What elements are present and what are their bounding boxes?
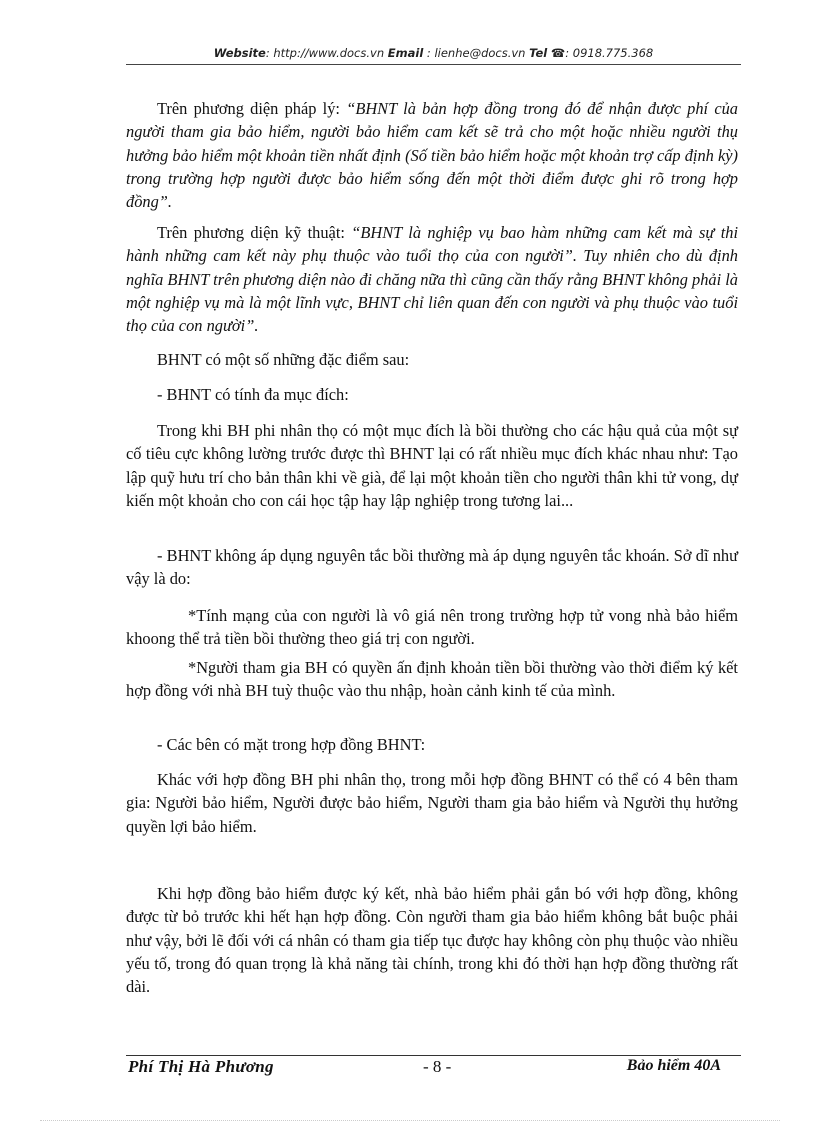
contract-commitment-text: Khi hợp đồng bảo hiểm được ký kết, nhà bảo hiểm phải gắn bó với hợp đồng, không được từ bỏ trước khi hết hạn hợp đồng. Còn người tham gia bảo hiểm không bắt buộc phải như vậy, bởi lẽ đối với cá nhân có tham gia tiếp tục được hay không còn phụ thuộc vào nhiều yếu tố, trong đó quan trọng là khả năng tài chính, trong khi đó thời hạn hợp đồng thường rất dài. xyxy=(126,884,738,997)
website-label: Website xyxy=(213,46,266,60)
technical-definition-quote: “BHNT là nghiệp vụ bao hàm những cam kết mà sự thi hành những cam kết này phụ thuộc vào tuổi thọ của con người”. Tuy nhiên cho dù định nghĩa BHNT trên phương diện nào đi chăng nữa thì cũng cần thấy rằng BHNT không phải là một nghiệp vụ mà là một lĩnh vực, BHNT chỉ liên quan đến con người và phụ thuộc vào tuổi thọ của con người”. xyxy=(126,223,738,336)
technical-definition-lead: Trên phương diện kỹ thuật: xyxy=(157,223,352,242)
paragraph-contract-commitment xyxy=(126,882,738,998)
email-label: Email xyxy=(387,46,424,60)
tel-label: Tel xyxy=(529,46,548,60)
website-value: : http://www.docs.vn xyxy=(265,46,388,60)
legal-definition-lead: Trên phương diện pháp lý: xyxy=(157,99,347,118)
fixed-amount-text: *Người tham gia BH có quyền ấn định khoản tiền bồi thường vào thời điểm ký kết hợp đồng với nhà BH tuỳ thuộc vào thu nhập, hoàn cảnh kinh tế của mình. xyxy=(126,658,738,701)
paragraph-fixed-amount xyxy=(126,656,738,703)
author-name: Phí Thị Hà Phương xyxy=(128,1057,274,1076)
page-number: - 8 - xyxy=(423,1057,452,1076)
legal-definition-quote: “BHNT là bản hợp đồng trong đó để nhận được phí của người tham gia bảo hiểm, người bảo hiểm cam kết sẽ trả cho một hoặc nhiều người thụ hưởng bảo hiểm một khoản tiền nhất định (Số tiền bảo hiểm hoặc một khoản trợ cấp định kỳ) trong trường hợp người được bảo hiểm sống đến một thời điểm được ghi rõ trong hợp đồng”. xyxy=(126,99,738,212)
paragraph-parties-heading xyxy=(126,733,738,756)
email-value: : lienhe@docs.vn xyxy=(423,46,530,60)
page-edge-divider xyxy=(40,1120,780,1121)
page-header xyxy=(126,46,741,60)
paragraph-priceless-life xyxy=(126,604,738,651)
page-footer xyxy=(126,1057,741,1079)
phone-icon: ☎ xyxy=(550,46,566,60)
course-label: Bảo hiểm 40A xyxy=(626,1057,721,1074)
paragraph-technical-definition xyxy=(126,221,738,337)
paragraph-purposes xyxy=(126,419,738,512)
tel-value: : 0918.775.368 xyxy=(565,46,654,60)
multi-purpose-text: - BHNT có tính đa mục đích: xyxy=(157,385,349,404)
paragraph-features-intro xyxy=(126,348,738,371)
paragraph-multi-purpose xyxy=(126,383,738,406)
paragraph-no-indemnity xyxy=(126,544,738,591)
no-indemnity-text: - BHNT không áp dụng nguyên tắc bồi thường mà áp dụng nguyên tắc khoán. Sở dĩ như vậy là do: xyxy=(126,546,738,589)
parties-text: Khác với hợp đồng BH phi nhân thọ, trong mỗi hợp đồng BHNT có thể có 4 bên tham gia: Người bảo hiểm, Người được bảo hiểm, Người tham gia bảo hiểm và Người thụ hưởng quyền lợi bảo hiểm. xyxy=(126,770,738,836)
purposes-text: Trong khi BH phi nhân thọ có một mục đích là bồi thường cho các hậu quả của một sự cố tiêu cực không lường trước được thì BHNT lại có rất nhiều mục đích khác nhau như: Tạo lập quỹ hưu trí cho bản thân khi về già, để lại một khoản tiền cho người thân khi tử vong, dự kiến một khoản cho con cái học tập hay lập nghiệp trong tương lai... xyxy=(126,421,738,510)
paragraph-parties xyxy=(126,768,738,838)
footer-rule xyxy=(126,1055,741,1056)
features-intro-text: BHNT có một số những đặc điểm sau: xyxy=(157,350,410,369)
paragraph-legal-definition xyxy=(126,97,738,213)
header-rule xyxy=(126,64,741,65)
parties-heading-text: - Các bên có mặt trong hợp đồng BHNT: xyxy=(157,735,426,754)
priceless-life-text: *Tính mạng của con người là vô giá nên trong trường hợp tử vong nhà bảo hiểm khoong thể trả tiền bồi thường theo giá trị con người. xyxy=(126,606,738,649)
